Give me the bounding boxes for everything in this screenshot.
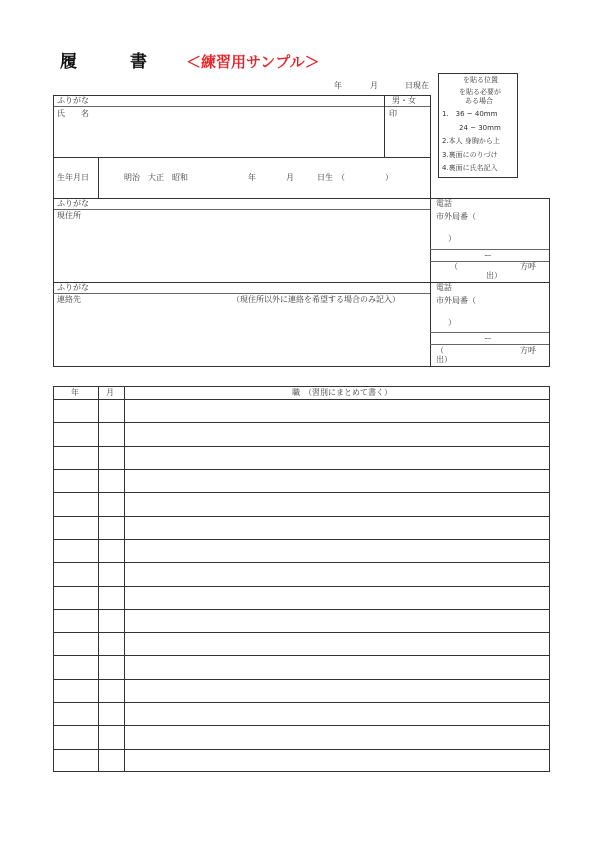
birth-day-label: 日生 （ ） bbox=[317, 173, 393, 182]
photo-item-3: 3.裏面にのりづけ bbox=[442, 151, 498, 159]
date-as-of-label: 日現在 bbox=[405, 81, 429, 90]
name-label: 氏 名 bbox=[57, 109, 89, 118]
photo-title: を貼る位置 bbox=[463, 76, 498, 84]
history-row-line bbox=[53, 655, 550, 656]
address-dash: ー bbox=[484, 251, 492, 260]
photo-item-1: 1. 36 ~ 40mm bbox=[442, 110, 498, 118]
address-call-suffix: 方呼 bbox=[520, 262, 536, 271]
history-col-year: 年 bbox=[71, 388, 79, 397]
history-row-line bbox=[53, 586, 550, 587]
photo-item-2: 2.本人 身胸から上 bbox=[442, 137, 500, 145]
history-row-line bbox=[53, 492, 550, 493]
history-table bbox=[53, 386, 550, 772]
contact-phone-label: 電話 bbox=[436, 283, 452, 292]
birthdate-label: 生年月日 bbox=[57, 173, 89, 182]
history-row-line bbox=[53, 422, 550, 423]
contact-dash: ー bbox=[484, 334, 492, 343]
photo-item-4: 4.裏面に氏名記入 bbox=[442, 164, 498, 172]
contact-call-prefix: （ bbox=[436, 346, 444, 355]
contact-label: 連絡先 bbox=[57, 295, 81, 304]
date-year-label: 年 bbox=[334, 81, 342, 90]
title-char-2: 書 bbox=[130, 52, 147, 72]
history-row-line bbox=[53, 516, 550, 517]
history-row-line bbox=[53, 446, 550, 447]
address-phone-label: 電話 bbox=[436, 199, 452, 208]
history-row-line bbox=[53, 609, 550, 610]
name-furigana-label: ふりがな bbox=[57, 96, 89, 105]
address-furigana-label: ふりがな bbox=[57, 199, 89, 208]
birth-year-label: 年 bbox=[248, 173, 256, 182]
history-row-line bbox=[53, 749, 550, 750]
contact-close-paren: ） bbox=[448, 318, 456, 327]
photo-box bbox=[438, 73, 518, 178]
date-month-label: 月 bbox=[370, 81, 378, 90]
history-row-line bbox=[53, 539, 550, 540]
history-row-line bbox=[53, 725, 550, 726]
contact-call-suffix: 方呼 bbox=[520, 346, 536, 355]
address-call-prefix: （ bbox=[450, 262, 458, 271]
history-row-line bbox=[53, 562, 550, 563]
era-options[interactable]: 明治 大正 昭和 bbox=[124, 173, 188, 182]
gender-label[interactable]: 男・女 bbox=[392, 96, 416, 105]
sample-subtitle: ＜練習用サンプル＞ bbox=[186, 53, 320, 71]
photo-need-1: を貼る必要が bbox=[459, 88, 501, 96]
photo-need-2: ある場合 bbox=[465, 97, 493, 105]
contact-note: （現住所以外に連絡を希望する場合のみ記入） bbox=[232, 295, 400, 304]
title-char-1: 履 bbox=[60, 52, 77, 72]
birth-month-label: 月 bbox=[286, 173, 294, 182]
history-col-month: 月 bbox=[106, 388, 114, 397]
contact-area-code: 市外局番（ bbox=[436, 296, 476, 305]
history-col-detail: 職 （習別にまとめて書く） bbox=[292, 388, 392, 397]
history-row-line bbox=[53, 469, 550, 470]
seal-label: 印 bbox=[389, 109, 397, 118]
address-area-code: 市外局番（ bbox=[436, 212, 476, 221]
address-call-end: 出） bbox=[486, 271, 502, 280]
contact-furigana-label: ふりがな bbox=[57, 283, 89, 292]
history-row-line bbox=[53, 702, 550, 703]
contact-call-end: 出） bbox=[436, 355, 452, 364]
history-row-line bbox=[53, 679, 550, 680]
photo-item-1b: 24 ~ 30mm bbox=[459, 124, 501, 132]
address-label: 現住所 bbox=[57, 211, 81, 220]
address-close-paren: ） bbox=[448, 234, 456, 243]
history-row-line bbox=[53, 632, 550, 633]
